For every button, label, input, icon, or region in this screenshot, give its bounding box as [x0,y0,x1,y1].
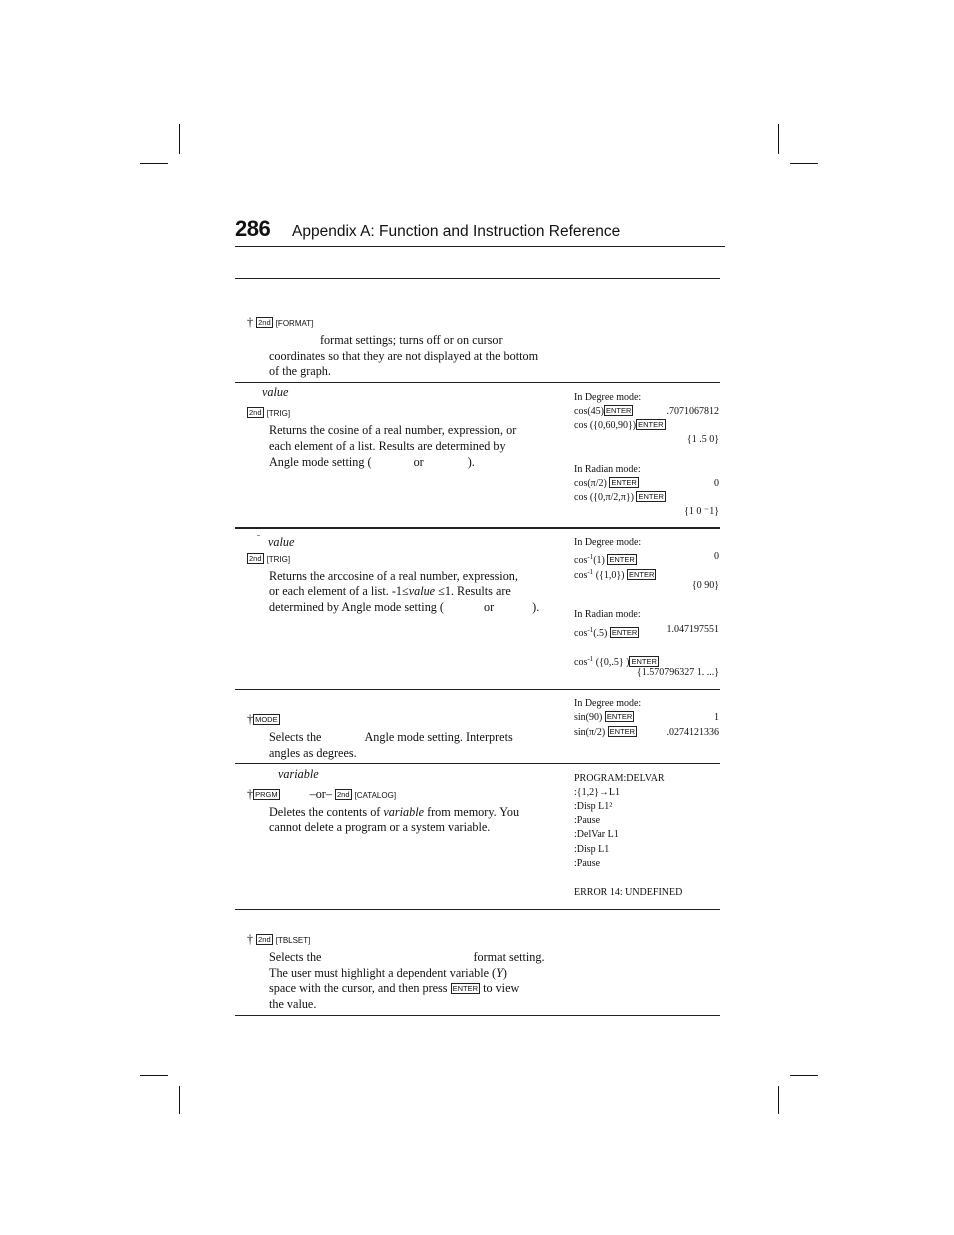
dagger-mark: † [247,712,254,726]
example-line: sin(π/2) ENTER [574,727,636,738]
example-line: $\cos^{-1} (\{1,0\})$ ENTER [574,568,655,581]
key-sequence [247,931,310,949]
key-2nd: 2nd [336,790,350,799]
description-line: or each element of a list. -1≤value ≤1. Results are [269,584,511,598]
page-number: 286 [235,216,271,241]
example-result: .7071067812 [666,406,719,417]
dagger-mark: † [247,315,254,329]
divider [235,382,720,383]
crop-mark-top-right-h [790,163,818,164]
program-line: PROGRAM:DELVAR [574,773,665,784]
example-line: sin(90) ENTER [574,712,633,723]
example-line: cos(45) ENTER [574,406,632,417]
crop-mark-bottom-right-v [778,1086,779,1114]
key-sequence [247,314,313,332]
program-line: :DelVar L1 [574,829,619,840]
key-enter: ENTER [609,727,636,736]
program-line: :Pause [574,815,601,826]
syntax-argument: value [268,535,295,549]
key-enter: ENTER [638,492,664,501]
key-prgm: PRGM [255,790,278,799]
example-result: {1.570796327 1. ...} [636,667,719,678]
description-line: the value. [269,997,317,1011]
key-enter: ENTER [606,406,632,415]
key-enter: ENTER [638,420,664,429]
menu-format: [FORMAT] [275,319,314,328]
key-enter: ENTER [611,478,637,487]
description-line: format settings; turns off or on cursor [320,333,503,347]
divider [235,689,720,690]
dagger-mark: † [247,787,254,801]
key-enter: ENTER [631,657,657,666]
description-line: Returns the arccosine of a real number, expression, [269,569,518,583]
crop-mark-bottom-left-v [179,1086,180,1114]
example-line: $\cos^{-1}(.5)$ ENTER [574,626,638,639]
program-line: :Pause [574,858,601,869]
crop-mark-top-left-h [140,163,168,164]
description-line: The user must highlight a dependent variable (Y) [269,966,507,980]
superscript-mark: ˉ [257,533,260,543]
example-mode-label: In Radian mode: [574,464,641,475]
crop-mark-top-right-v [778,124,779,154]
crop-mark-bottom-left-h [140,1075,168,1076]
or-separator: –or– [309,787,332,801]
key-sequence [247,550,290,568]
example-result: {0 90} [691,580,719,591]
key-mode: MODE [255,715,278,724]
program-line: :Disp L1² [574,801,613,812]
description-line: Returns the cosine of a real number, expression, or [269,423,517,437]
description-line: Selects the format setting. [269,950,545,964]
program-line: :Disp L1 [574,844,610,855]
crop-mark-bottom-right-h [790,1075,818,1076]
example-result: 0 [714,551,719,562]
example-result: {1 0 ⁻1} [684,506,719,517]
syntax-argument: value [262,385,289,399]
crop-mark-top-left-v [179,124,180,154]
description-line: Deletes the contents of variable from memory. You [269,805,520,819]
description-line: space with the cursor, and then press ENTER to view [269,981,520,995]
syntax-line [257,530,294,550]
description-line: each element of a list. Results are determined by [269,439,506,453]
example-result: 1.047197551 [666,624,719,635]
divider [235,763,720,764]
menu-tblset: [TBLSET] [275,936,311,945]
syntax-argument: variable [278,767,319,781]
description-line: coordinates so that they are not displayed at the bottom [269,349,539,363]
example-mode-label: In Radian mode: [574,609,641,620]
example-line: $\cos^{-1} (\{0,.5\}$ ) ENTER [574,655,657,668]
key-sequence [247,711,280,727]
key-sequence [247,404,290,422]
key-enter: ENTER [628,570,655,579]
page-header [235,215,725,247]
example-mode-label: In Degree mode: [574,698,642,709]
example-line: cos(π/2) ENTER [574,478,637,489]
dagger-mark: † [247,932,254,946]
program-line: :{1,2}→L1 [574,787,620,798]
description-line: determined by Angle mode setting ( or ). [269,600,540,614]
key-2nd: 2nd [249,408,262,417]
divider [235,909,720,910]
description-line: Selects the Angle mode setting. Interprets [269,730,513,744]
description-line: cannot delete a program or a system variable. [269,820,491,834]
key-sequence [247,786,396,804]
example-result: {1 .5 0} [686,434,719,445]
menu-trig: [TRIG] [266,409,291,418]
example-result: 0 [714,478,719,489]
example-line: $\cos^{-1}(1)$ ENTER [574,553,635,566]
example-result: .0274121336 [666,727,719,738]
key-2nd: 2nd [249,554,262,563]
key-enter: ENTER [452,984,479,993]
key-2nd: 2nd [258,935,271,944]
example-line: cos ({0,π/2,π}) ENTER [574,492,664,503]
key-enter: ENTER [606,712,633,721]
divider [235,527,720,529]
menu-catalog: [CATALOG] [354,791,397,800]
description-line: of the graph. [269,364,331,378]
key-2nd: 2nd [258,318,271,327]
divider [235,1015,720,1016]
example-mode-label: In Degree mode: [574,392,642,403]
key-enter: ENTER [609,555,635,564]
example-mode-label: In Degree mode: [574,537,642,548]
description-line: Angle mode setting ( or ). [269,455,475,469]
example-line: cos ({0,60,90}) ENTER [574,420,664,431]
chapter-title: Appendix A: Function and Instruction Reference [292,223,621,240]
key-enter: ENTER [611,628,638,637]
menu-trig: [TRIG] [266,555,291,564]
example-result: 1 [714,712,719,723]
error-message: ERROR 14: UNDEFINED [574,887,683,898]
description-line: angles as degrees. [269,746,357,760]
divider [235,278,720,279]
